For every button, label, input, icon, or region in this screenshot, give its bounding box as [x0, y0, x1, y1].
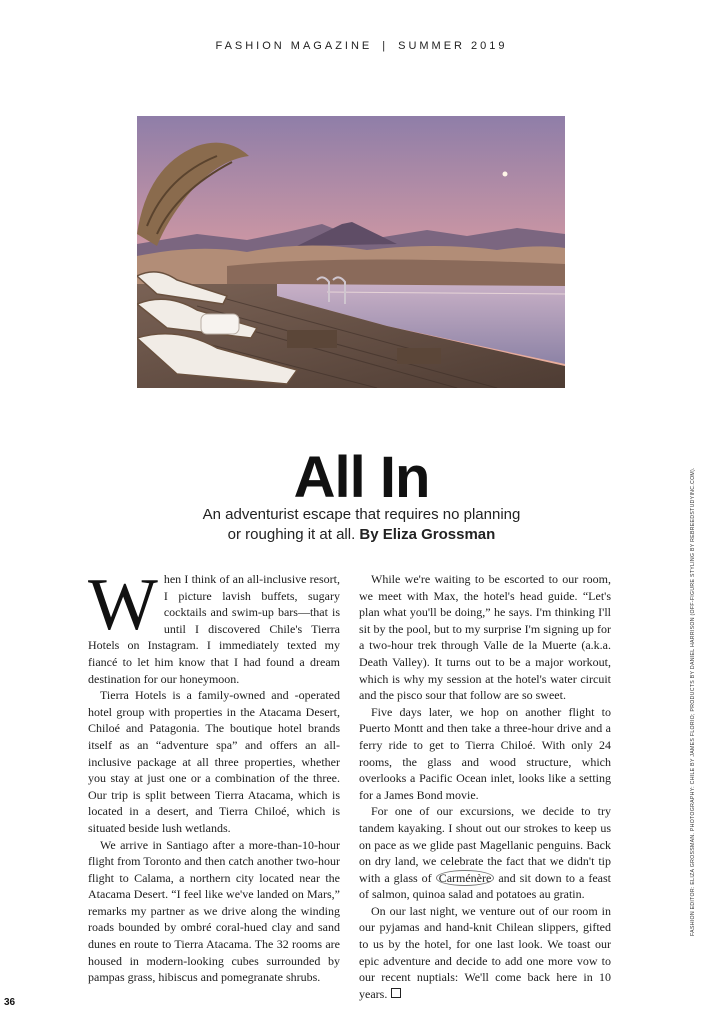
article-paragraph: Tierra Hotels is a family-owned and -operated hotel group with properties in the Atacama Desert, Chiloé and Patagonia. The boutique hotel brands itself as an “adventure spa” and offers an all-inclusive package at all three properties, whether you stay at just one or a combination of the three. Our trip is split between Tierra Atacama, which is located in a desert, and Tierra Chiloé, which is situated beside lush wetlands.: [88, 688, 340, 835]
dek: [0, 505, 723, 545]
publication-name: FASHION MAGAZINE: [215, 40, 373, 52]
byline: By Eliza Grossman: [359, 526, 496, 543]
circled-word: Carménère: [436, 870, 495, 886]
paragraph-text: hen I think of an all-inclusive resort, I picture lavish buffets, sugary cocktails and swim-up bars—that is until I discovered Chile's Tierra Hotels on Instagram. I immediately texted my fiancé to let him know that I had found a dream destination for our honeymoon.: [88, 572, 340, 686]
article-paragraph: We arrive in Santiago after a more-than-10-hour flight from Toronto and then catch another two-hour flight to Calama, a northern city located near the Atacama Desert. “I feel like we've landed on Mars,” remarks my partner as we drive along the winding roads bounded by ombré coral-hued clay and sand dunes en route to Tierra Atacama. The 32 rooms are housed in modern-looking cubes surrounded by pampas grass, hibiscus and pomegranate shrubs.: [88, 837, 340, 985]
article-paragraph: [359, 803, 611, 903]
dek-line-2-text: or roughing it at all.: [227, 526, 356, 543]
masthead-separator: |: [382, 40, 389, 52]
article-paragraph: Five days later, we hop on another flight to Puerto Montt and then take a three-hour drive and a ferry ride to get to Tierra Chiloé. With only 24 rooms, the glass and wood structure, which overlooks a Pacific Ocean inlet, looks like a setting for a James Bond movie.: [359, 704, 611, 802]
hero-photo: [137, 116, 565, 388]
headline: All In: [293, 445, 430, 510]
paragraph-text: For one of our excursions, we decide to try tandem kayaking. I shout out our strokes to keep us on pace as we glide past Magellanic penguins. Back on dry land, we celebrate the fact that we didn't tip with a glass of: [359, 804, 611, 885]
article-paragraph: [88, 564, 340, 687]
photo-credit: FASHION EDITOR: ELIZA GROSSMAN. PHOTOGRAPHY: CHILE BY JAMES FLORIO; PRODUCTS BY DANIEL HARRISON (OFF-FIGURE STYLING BY REBREEDSTUDYINC.COM).: [690, 467, 696, 936]
paragraph-text: and sit down to a feast of salmon, quinoa salad and potatoes au gratin.: [359, 870, 611, 902]
masthead: [0, 40, 723, 52]
dek-line-1: An adventurist escape that requires no planning: [202, 506, 521, 523]
hero-photo-illustration: [137, 116, 565, 388]
issue-date: SUMMER 2019: [398, 40, 508, 52]
article-column-left: [88, 564, 340, 986]
dek-line-2: [0, 525, 723, 545]
article-paragraph: [359, 903, 611, 1003]
end-mark-icon: [391, 988, 401, 998]
article-paragraph: While we're waiting to be escorted to our room, we meet with Max, the hotel's head guide. “Let's plan what you'll be doing,” he says. I'm thinking I'll sit by the pool, but to my surprise I'm signing up for a two-hour trek through Valle de la Muerte (a.k.a. Death Valley). It turns out to be a major workout, which is why my session at the hotel's water circuit and the pisco sour that follow are so sweet.: [359, 572, 611, 703]
drop-cap: W: [88, 564, 158, 646]
article-column-right: [359, 571, 611, 1002]
page-number: 36: [4, 997, 16, 1008]
paragraph-text: On our last night, we venture out of our room in our pyjamas and hand-knit Chilean slippers, gifted to us by the hotel, for one last look. We toast our epic adventure and decide to add one more vow to our recent nuptials: We'll come back here in 10 years.: [359, 903, 611, 1001]
